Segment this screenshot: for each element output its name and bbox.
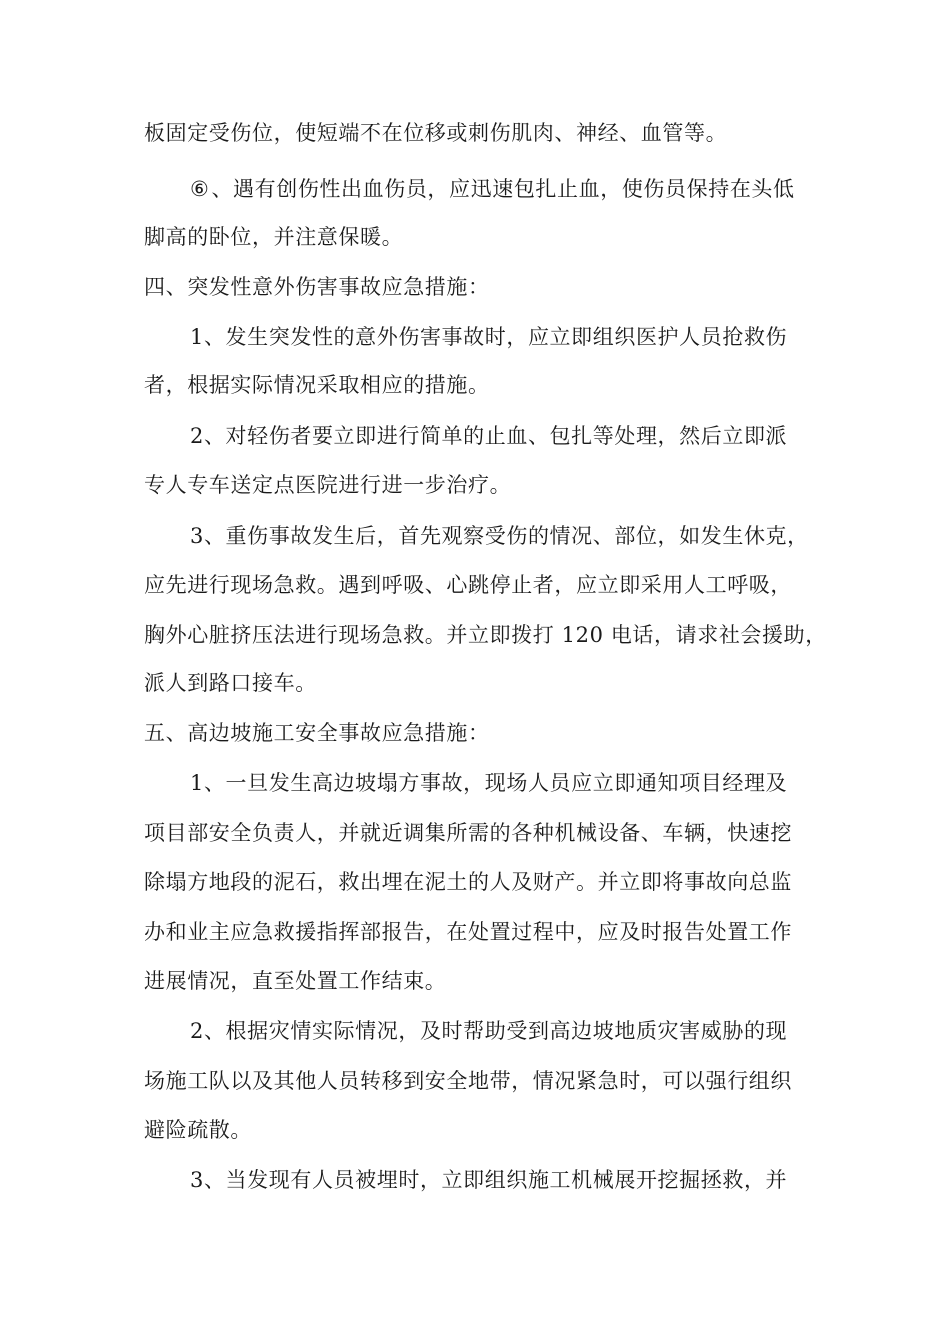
paragraph-line: 1、发生突发性的意外伤害事故时，应立即组织医护人员抢救伤 bbox=[190, 325, 788, 349]
paragraph-line: 避险疏散。 bbox=[144, 1118, 252, 1142]
paragraph-line bbox=[190, 174, 795, 204]
paragraph-line: 专人专车送定点医院进行进一步治疗。 bbox=[144, 473, 512, 497]
paragraph-line-text: 、遇有创伤性出血伤员，应迅速包扎止血，使伤员保持在头低 bbox=[211, 177, 795, 201]
paragraph-line: 3、当发现有人员被埋时，立即组织施工机械展开挖掘拯救，并 bbox=[190, 1168, 788, 1192]
paragraph-line: 进展情况，直至处置工作结束。 bbox=[144, 969, 447, 993]
paragraph-line: 板固定受伤位，使短端不在位移或刺伤肌肉、神经、血管等。 bbox=[144, 121, 728, 145]
paragraph-line: 场施工队以及其他人员转移到安全地带，情况紧急时，可以强行组织 bbox=[144, 1069, 792, 1093]
paragraph-line: 1、一旦发生高边坡塌方事故，现场人员应立即通知项目经理及 bbox=[190, 771, 788, 795]
paragraph-line: 脚高的卧位，并注意保暖。 bbox=[144, 225, 404, 249]
list-bullet-icon: ⑥ bbox=[190, 177, 210, 201]
paragraph-line: 2、对轻伤者要立即进行简单的止血、包扎等处理，然后立即派 bbox=[190, 424, 788, 448]
paragraph-line: 者，根据实际情况采取相应的措施。 bbox=[144, 373, 490, 397]
paragraph-line: 项目部安全负责人，并就近调集所需的各种机械设备、车辆，快速挖 bbox=[144, 821, 792, 845]
paragraph-line: 应先进行现场急救。遇到呼吸、心跳停止者，应立即采用人工呼吸， bbox=[144, 573, 792, 597]
paragraph-line: 3、重伤事故发生后，首先观察受伤的情况、部位，如发生休克， bbox=[190, 524, 809, 548]
paragraph-line: 派人到路口接车。 bbox=[144, 671, 317, 695]
section-heading: 四、突发性意外伤害事故应急措施： bbox=[144, 275, 490, 299]
paragraph-line: 胸外心脏挤压法进行现场急救。并立即拨打 120 电话，请求社会援助， bbox=[144, 623, 827, 647]
paragraph-line: 办和业主应急救援指挥部报告，在处置过程中，应及时报告处置工作 bbox=[144, 920, 792, 944]
paragraph-line: 除塌方地段的泥石，救出埋在泥土的人及财产。并立即将事故向总监 bbox=[144, 870, 792, 894]
paragraph-line: 2、根据灾情实际情况，及时帮助受到高边坡地质灾害威胁的现 bbox=[190, 1019, 788, 1043]
section-heading: 五、高边坡施工安全事故应急措施： bbox=[144, 721, 490, 745]
